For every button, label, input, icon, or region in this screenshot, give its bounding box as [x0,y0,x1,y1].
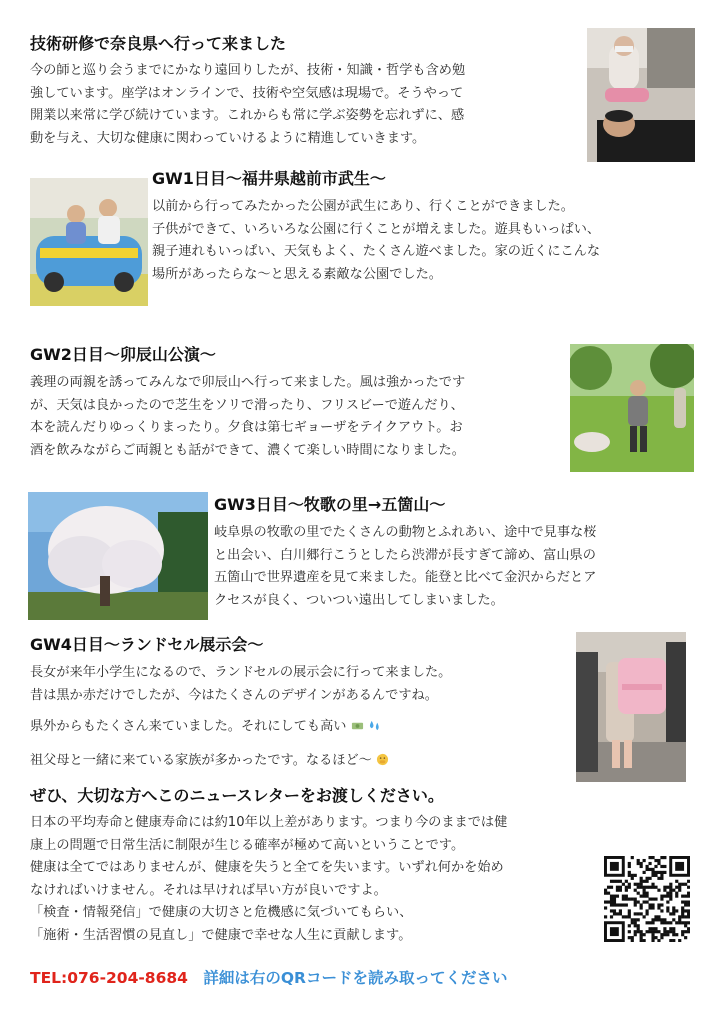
section1-line: 強しています。座学はオンラインで、技術や空気感は現場で。そうやって [30,85,464,101]
section2-heading: GW1日目〜福井県越前市武生〜 [152,169,386,188]
section4-body [214,522,596,612]
section1-heading: 技術研修で奈良県へ行って来ました [30,34,287,53]
section4-line: と出会い、白川郷行こうとしたら渋滞が長すぎて諦め、富山県の [214,547,596,563]
photo-randoseru [576,632,686,782]
section5-line1: 長女が来年小学生になるので、ランドセルの展示会に行って来ました。 [30,665,452,680]
section3-line: 義理の両親を誘ってみんなで卯辰山へ行って来ました。風は強かったです [30,375,466,390]
section5-line3-wrap [30,716,381,739]
section5-line4-wrap [30,750,389,773]
section5-line3: 県外からもたくさん来ていました。それにしても高い [30,719,347,734]
section1-line: 開業以来常に学び続けています。これからも常に学ぶ姿勢を忘れずに、感 [30,108,465,123]
photo-training [587,28,695,162]
section3-heading: GW2日目〜卯辰山公演〜 [30,345,216,364]
contact-line [30,966,507,988]
section6-line: 健康は全てではありませんが、健康を失うと全てを失います。いずれ何かを始め [30,860,504,875]
tel-number[interactable]: TEL:076-204-8684 [30,969,188,987]
section3-line: 酒を飲みながらご両親とも話ができて、濃くて楽しい時間になりました。 [30,442,465,458]
section2-line: 場所があったらな〜と思える素敵な公園でした。 [152,266,442,282]
section3-line: が、天気は良かったので芝生をソリで滑ったり、フリスビーで遊んだり、 [30,397,464,413]
section1-line: 動を与え、大切な健康に関わっていけるように精進していきます。 [30,130,426,146]
section2-line: 親子連れもいっぱい、天気もよく、たくさん遊べました。家の近くにこんな [152,244,601,259]
section4-line: 岐阜県の牧歌の里でたくさんの動物とふれあい、途中で見事な桜 [214,525,597,540]
sweat-drops-icon [368,719,381,732]
section5-heading: GW4日目〜ランドセル展示会〜 [30,635,264,654]
face-hand-over-mouth-icon [376,753,389,766]
qr-code-image [604,856,690,942]
photo-utatsuyama [570,344,694,472]
section6-line: 「施術・生活習慣の見直し」で健康で幸せな人生に貢献します。 [30,927,412,943]
money-wings-icon [351,719,364,732]
photo-park-ride [30,178,148,306]
section4-line: 五箇山で世界遺産を見て来ました。能登と比べて金沢からだとア [214,570,597,585]
section4-heading: GW3日目〜牧歌の里→五箇山〜 [214,495,446,514]
section6-body [30,812,507,947]
section6-line: なければいけません。それは早ければ早い方が良いですよ。 [30,882,387,898]
qr-code[interactable] [604,856,690,942]
section3-line: 本を読んだりゆっくりまったり。夕食は第七ギョーザをテイクアウト。お [30,420,463,435]
section2-line: 以前から行ってみたかった公園が武生にあり、行くことができました。 [152,199,574,214]
qr-instruction: 詳細は右のQRコードを読み取ってください [203,969,508,987]
section2-line: 子供ができて、いろいろな公園に行くことが増えました。遊具もいっぱい、 [152,221,601,237]
section6-line: 康上の問題で日常生活に制限が生じる確率が極めて高いということです。 [30,837,465,853]
section3-body [30,372,465,462]
section6-line: 日本の平均寿命と健康寿命には約10年以上差があります。つまり今のままでは健 [30,815,508,830]
section1-line: 今の師と巡り会うまでにかなり遠回りしたが、技術・知識・哲学も含め勉 [30,63,466,78]
section5-line4: 祖父母と一緒に来ている家族が多かったです。なるほど〜 [30,753,372,768]
section1-body [30,60,465,150]
section6-line: 「検査・情報発信」で健康の大切さと危機感に気づいてもらい、 [30,905,413,920]
section5-line2: 昔は黒か赤だけでしたが、今はたくさんのデザインがあるんですね。 [30,688,438,703]
section6-heading: ぜひ、大切な方へこのニュースレターをお渡しください。 [30,786,444,805]
photo-cherry-tree [28,492,208,620]
section2-body [152,196,600,286]
section4-line: クセスが良く、ついつい遠出してしまいました。 [214,592,504,608]
